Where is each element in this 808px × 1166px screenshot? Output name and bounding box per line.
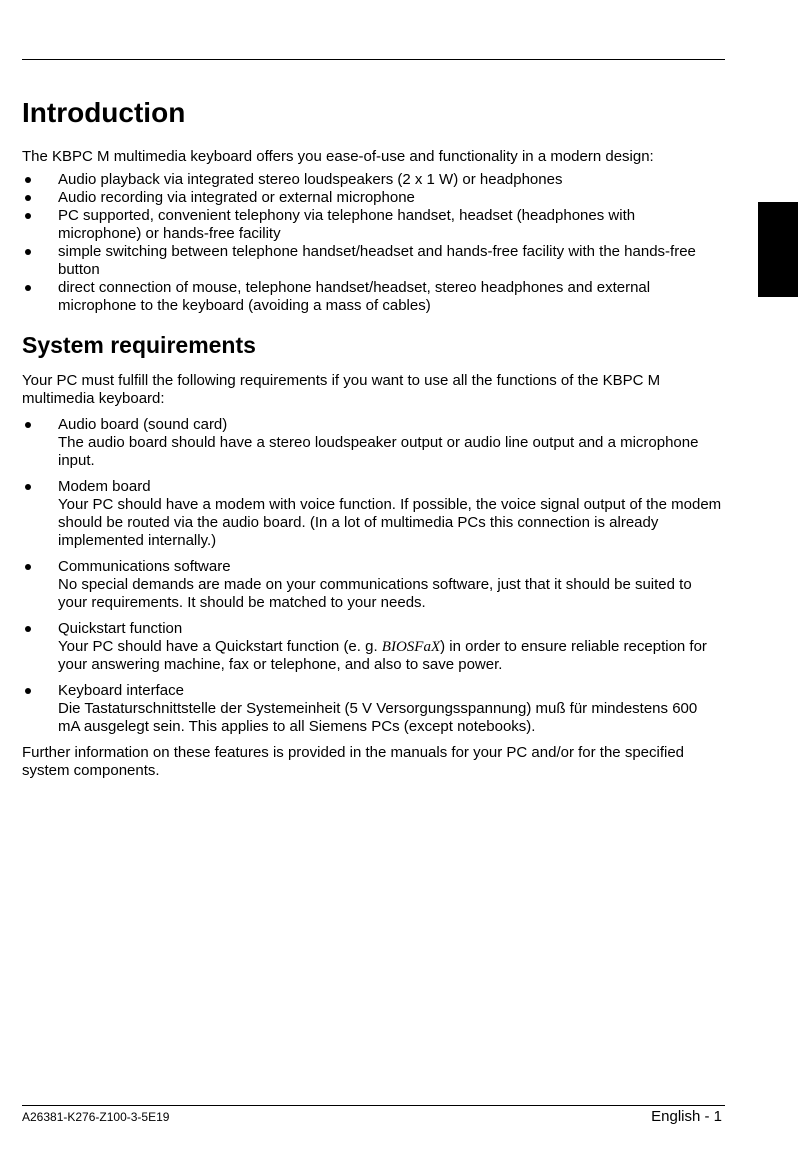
requirement-description: No special demands are made on your communications software, just that it should be suited to your requirements. It should be matched to your needs.	[58, 576, 692, 611]
language-tab-marker	[758, 202, 798, 297]
feature-item: direct connection of mouse, telephone handset/headset, stereo headphones and external microphone to the keyboard (avoiding a mass of cables)	[22, 279, 722, 315]
requirement-item	[22, 558, 722, 612]
biosfax-product-name: BIOSFaX	[381, 639, 441, 655]
footer-rule	[22, 1105, 725, 1106]
requirement-item	[22, 478, 722, 550]
closing-note: Further information on these features is provided in the manuals for your PC and/or for the specified system components.	[22, 744, 685, 779]
document-number: A26381-K276-Z100-3-5E19	[22, 1110, 170, 1124]
intro-heading: Introduction	[22, 97, 186, 128]
requirement-item	[22, 620, 722, 674]
system-requirements-heading: System requirements	[22, 332, 256, 358]
requirement-title: Communications software	[58, 558, 231, 575]
feature-item: Audio playback via integrated stereo loudspeakers (2 x 1 W) or headphones	[22, 171, 722, 189]
feature-list	[22, 171, 722, 315]
requirement-description: The audio board should have a stereo loudspeaker output or audio line output and a microphone input.	[58, 434, 699, 469]
header-rule	[22, 59, 725, 60]
requirement-description-start: Your PC should have a Quickstart function (e. g.	[58, 638, 382, 655]
requirement-title: Quickstart function	[58, 620, 183, 637]
requirement-title: Audio board (sound card)	[58, 416, 228, 433]
feature-item: simple switching between telephone handset/headset and hands-free facility with the hands-free button	[22, 243, 722, 279]
feature-item: PC supported, convenient telephony via telephone handset, headset (headphones with microphone) or hands-free facility	[22, 207, 722, 243]
requirement-description: Die Tastaturschnittstelle der Systemeinheit (5 V Versorgungsspannung) muß für mindestens 600 mA ausgelegt sein. This applies to all Siemens PCs (except notebooks).	[58, 700, 698, 735]
requirements-list	[22, 416, 722, 736]
requirement-title: Keyboard interface	[58, 682, 184, 699]
requirement-item	[22, 682, 722, 736]
feature-item: Audio recording via integrated or external microphone	[22, 189, 722, 207]
requirement-title: Modem board	[58, 478, 151, 495]
requirement-description	[58, 638, 722, 674]
page-content	[22, 96, 722, 780]
system-requirements-lead: Your PC must fulfill the following requirements if you want to use all the functions of the KBPC M multimedia keyboard:	[22, 372, 661, 407]
page-label: English - 1	[651, 1108, 722, 1125]
requirement-item	[22, 416, 722, 470]
requirement-description-end: ) in order to ensure reliable reception for your answering machine, fax or telephone, and also to save power.	[58, 638, 707, 673]
intro-lead: The KBPC M multimedia keyboard offers you ease-of-use and functionality in a modern design:	[22, 148, 654, 165]
requirement-description: Your PC should have a modem with voice function. If possible, the voice signal output of the modem should be routed via the audio board. (In a lot of multimedia PCs this connection is already implemented internally.)	[58, 496, 722, 549]
